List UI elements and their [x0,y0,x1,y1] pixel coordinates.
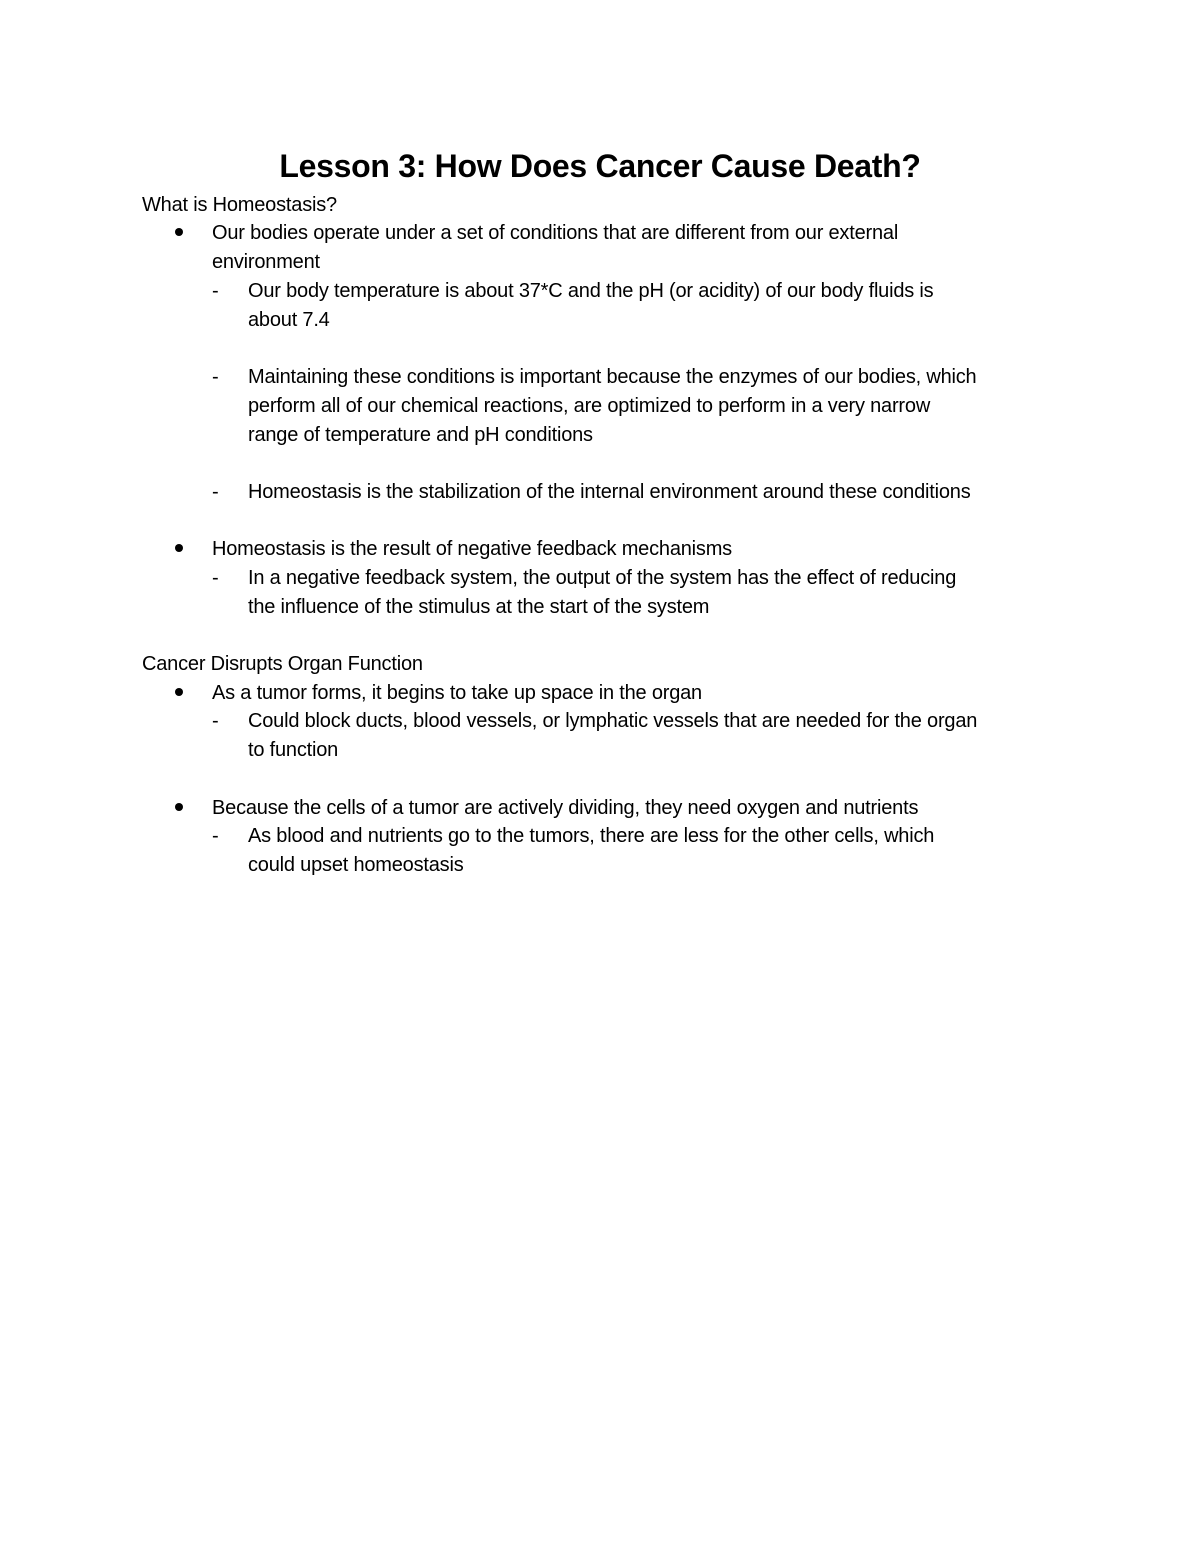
subpoint-text-line: range of temperature and pH conditions [248,424,593,446]
subpoint-text-line: about 7.4 [248,309,330,331]
bullet-icon [175,544,183,552]
subpoint-text-line: In a negative feedback system, the output of the system has the effect of reducing [248,567,957,589]
dash-icon: - [212,366,219,388]
bullet-text-line: Our bodies operate under a set of conditions that are different from our external [212,222,899,244]
bullet-icon [175,688,183,696]
section-heading-cancer-disrupts: Cancer Disrupts Organ Function [142,653,423,675]
subpoint-text-line: Homeostasis is the stabilization of the internal environment around these conditions [248,481,971,503]
section-heading-homeostasis: What is Homeostasis? [142,194,337,216]
subpoint-text-line: Our body temperature is about 37*C and the pH (or acidity) of our body fluids is [248,280,934,302]
bullet-icon [175,803,183,811]
page-title: Lesson 3: How Does Cancer Cause Death? [279,148,921,184]
subpoint-text-line: Could block ducts, blood vessels, or lymphatic vessels that are needed for the organ [248,710,978,732]
dash-icon: - [212,567,219,589]
subpoint-text-line: perform all of our chemical reactions, are optimized to perform in a very narrow [248,395,931,417]
bullet-text-line: As a tumor forms, it begins to take up space in the organ [212,682,702,704]
bullet-text-line: Because the cells of a tumor are actively dividing, they need oxygen and nutrients [212,797,919,819]
bullet-text-line: Homeostasis is the result of negative feedback mechanisms [212,538,732,560]
subpoint-text-line: Maintaining these conditions is important because the enzymes of our bodies, which [248,366,977,388]
subpoint-text-line: could upset homeostasis [248,854,464,876]
bullet-icon [175,228,183,236]
dash-icon: - [212,825,219,847]
dash-icon: - [212,710,219,732]
dash-icon: - [212,481,219,503]
dash-icon: - [212,280,219,302]
subpoint-text-line: the influence of the stimulus at the start of the system [248,596,710,618]
bullet-text-line: environment [212,251,320,273]
subpoint-text-line: to function [248,739,339,761]
subpoint-text-line: As blood and nutrients go to the tumors, there are less for the other cells, which [248,825,935,847]
